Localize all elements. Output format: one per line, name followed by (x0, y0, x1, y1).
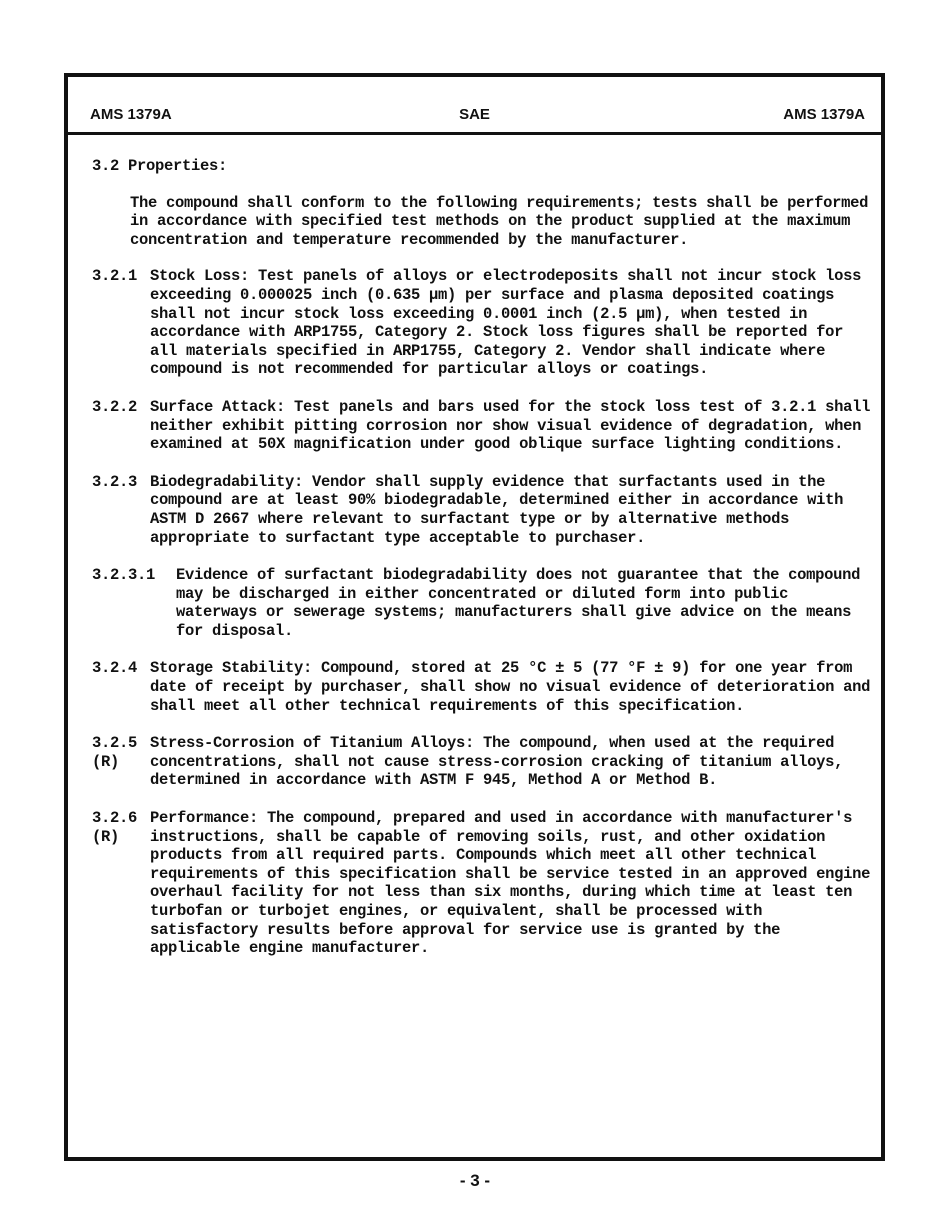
section-number: 3.2.2 (92, 397, 138, 416)
header-org: SAE (459, 106, 490, 123)
revision-marker: (R) (92, 752, 120, 771)
section-number: 3.2.1 (92, 267, 138, 286)
section-number: 3.2.3.1 (92, 566, 156, 585)
section-text: Stress-Corrosion of Titanium Alloys: The compound, when used at the required concentrations, shall not cause stress-corrosion cracking of titanium alloys, determined in accordance with ASTM F 945, Method A or Method B. (150, 734, 844, 790)
section-number: 3.2.5 (92, 734, 138, 753)
section-3-2-4 (92, 659, 872, 715)
section-text: Biodegradability: Vendor shall supply evidence that surfactants used in the compound are at least 90% biodegradable, determined either in accordance with ASTM D 2667 where relevant to surfactant type or by alternative methods appropriate to surfactant type acceptable to purchaser. (150, 472, 844, 547)
section-text: Storage Stability: Compound, stored at 25 °C ± 5 (77 °F ± 9) for one year from date of receipt by purchaser, shall show no visual evidence of deterioration and shall meet all other technical requirements of this specification. (150, 659, 871, 715)
page-frame (64, 73, 885, 1161)
section-text: Performance: The compound, prepared and used in accordance with manufacturer's instructions, shall be capable of removing soils, rust, and other oxidation products from all required parts. Compounds which meet all other technical requirements of this specification shall be service tested in an approved engine overhaul facility for not less than six months, during which time at least ten turbofan or turbojet engines, or equivalent, shall be processed with satisfactory results before approval for service use is granted by the applicable engine manufacturer. (150, 809, 871, 958)
header-doc-id-right: AMS 1379A (783, 106, 865, 123)
revision-marker: (R) (92, 827, 120, 846)
document-header (68, 77, 881, 135)
section-text: Surface Attack: Test panels and bars used for the stock loss test of 3.2.1 shall neither exhibit pitting corrosion nor show visual evidence of degradation, when examined at 50X magnification under good oblique surface lighting conditions. (150, 397, 871, 454)
document-body (92, 157, 872, 977)
section-3-2-1 (92, 267, 872, 379)
section-number: 3.2.3 (92, 472, 138, 491)
section-3-2-intro: The compound shall conform to the following requirements; tests shall be performed in accordance with specified test methods on the product supplied at the maximum concentration and temperature recommended by the manufacturer. (130, 193, 869, 249)
section-number: 3.2.6 (92, 809, 138, 828)
section-text: Stock Loss: Test panels of alloys or electrodeposits shall not incur stock loss exceeding 0.000025 inch (0.635 µm) per surface and plasma deposited coatings shall not incur stock loss exceeding 0.0001 inch (2.5 µm), when tested in accordance with ARP1755, Category 2. Stock loss figures shall be reported for all materials specified in ARP1755, Category 2. Vendor shall indicate where compound is not recommended for particular alloys or coatings. (150, 267, 862, 379)
section-number: 3.2.4 (92, 659, 138, 678)
section-text: Evidence of surfactant biodegradability does not guarantee that the compound may be discharged in either concentrated or diluted form into public waterways or sewerage systems; manufacturers shall give advice on the means for disposal. (176, 566, 861, 640)
section-3-2-6 (92, 809, 872, 958)
section-3-2-3 (92, 473, 872, 547)
page-number: - 3 - (459, 1171, 491, 1190)
header-doc-id-left: AMS 1379A (90, 106, 172, 123)
section-3-2-2 (92, 398, 872, 454)
section-3-2-3-1 (92, 566, 872, 640)
section-3-2-5 (92, 734, 872, 790)
section-3-2-heading: 3.2 Properties: (92, 157, 228, 175)
